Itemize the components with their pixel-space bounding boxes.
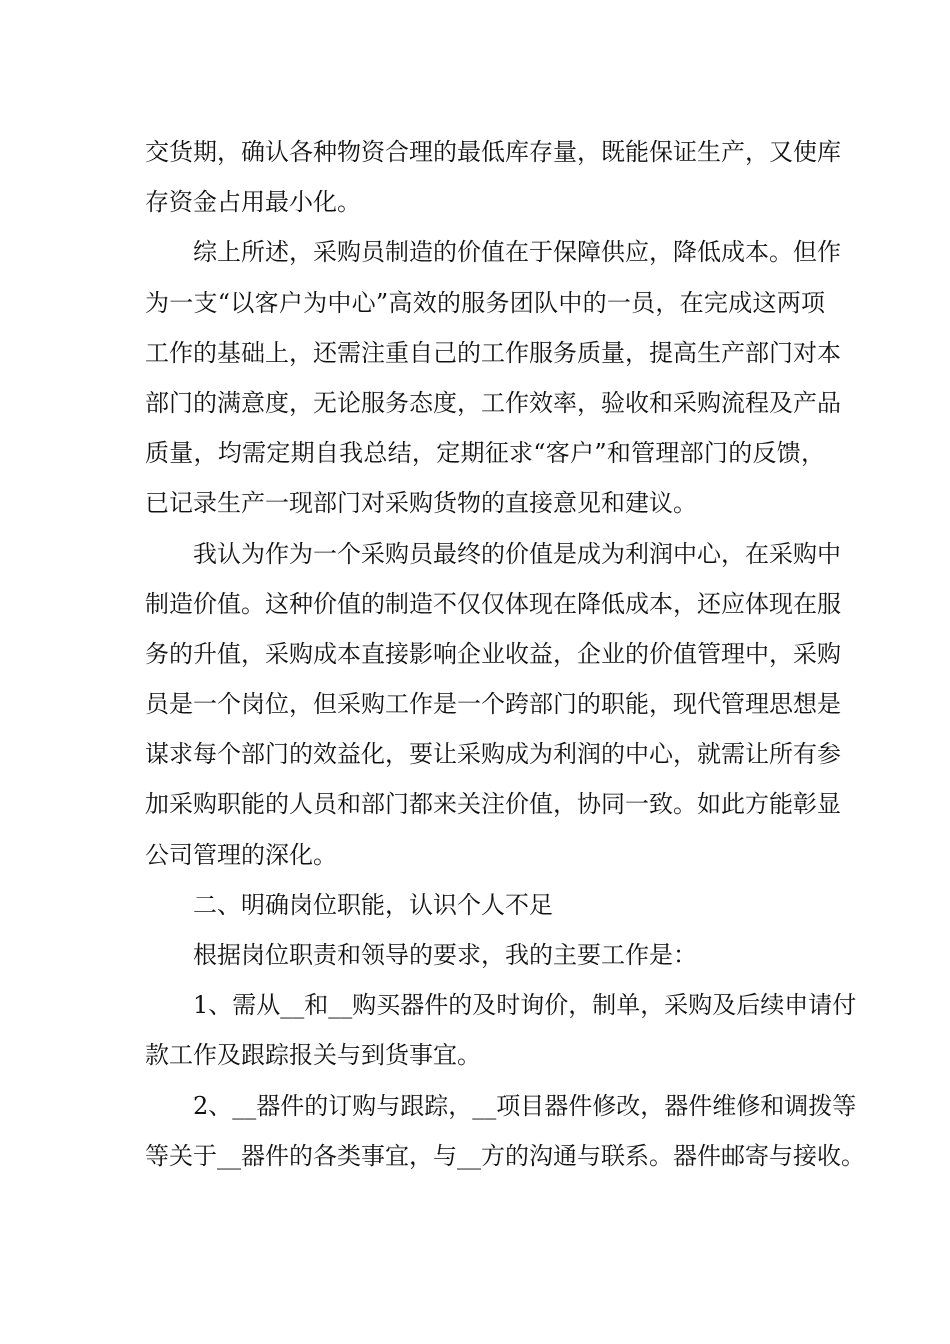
- text-line: 加采购职能的人员和部门都来关注价值，协同一致。如此方能彰显: [145, 790, 841, 819]
- list-item-line: 款工作及跟踪报关与到货事宜。: [145, 1041, 481, 1070]
- text-line: 交货期，确认各种物资合理的最低库存量，既能保证生产，又使库: [145, 138, 841, 166]
- list-item-line: 1、需从__和__购买器件的及时询价，制单，采购及后续申请付: [193, 991, 857, 1020]
- text-line: 务的升值，采购成本直接影响企业收益，企业的价值管理中，采购: [145, 639, 841, 668]
- text-line: 谋求每个部门的效益化，要让采购成为利润的中心，就需让所有参: [145, 740, 841, 769]
- text-line: 综上所述，采购员制造的价值在于保障供应，降低成本。但作: [193, 238, 841, 267]
- text-line: 存资金占用最小化。: [145, 188, 361, 217]
- text-line: 质量，均需定期自我总结，定期征求“客户”和管理部门的反馈，: [145, 439, 825, 468]
- text-line: 公司管理的深化。: [145, 840, 337, 869]
- list-item-line: 等关于__器件的各类事宜，与__方的沟通与联系。器件邮寄与接收。: [145, 1141, 865, 1170]
- text-line: 为一支“以客户为中心”高效的服务团队中的一员，在完成这两项: [145, 288, 825, 317]
- text-line: 根据岗位职责和领导的要求，我的主要工作是：: [193, 941, 697, 969]
- text-line: 我认为作为一个采购员最终的价值是成为利润中心，在采购中: [193, 539, 841, 568]
- text-line: 已记录生产一现部门对采购货物的直接意见和建议。: [145, 489, 697, 518]
- text-line: 工作的基础上，还需注重自己的工作服务质量，提高生产部门对本: [145, 338, 841, 367]
- list-item-line: 2、__器件的订购与跟踪，__项目器件修改，器件维修和调拨等: [193, 1091, 857, 1120]
- text-line: 员是一个岗位，但采购工作是一个跨部门的职能，现代管理思想是: [145, 690, 841, 719]
- text-line: 制造价值。这种价值的制造不仅仅体现在降低成本，还应体现在服: [145, 589, 841, 618]
- section-heading: 二、明确岗位职能，认识个人不足: [193, 890, 553, 919]
- text-line: 部门的满意度，无论服务态度，工作效率，验收和采购流程及产品: [145, 388, 841, 417]
- document-body: [145, 127, 865, 1181]
